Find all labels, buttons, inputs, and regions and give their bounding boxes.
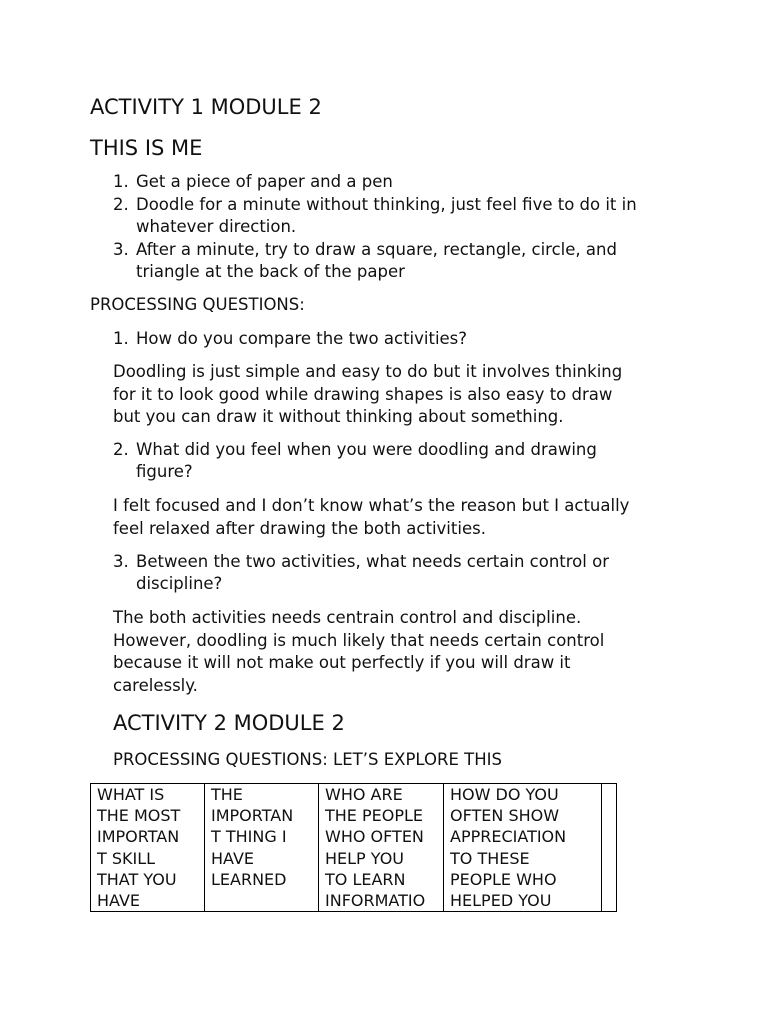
cell-line: HAVE	[211, 848, 255, 868]
question-number: 1.	[113, 329, 129, 348]
cell-line: LEARNED	[211, 869, 287, 889]
cell-line: HAVE	[97, 891, 141, 911]
cell-line: APPRECIATION	[450, 827, 567, 847]
cell-line: HOW DO YOU	[450, 785, 559, 804]
answer-paragraph	[113, 361, 693, 429]
answer-line: carelessly.	[113, 675, 198, 695]
answer-paragraph	[113, 495, 693, 540]
step-text: triangle at the back of the paper	[136, 262, 405, 281]
cell-line: TO LEARN	[325, 869, 406, 889]
step-number: 3.	[113, 240, 129, 259]
cell-line: HELPED YOU	[450, 891, 552, 911]
table-cell	[444, 784, 602, 912]
question-number: 3.	[113, 552, 129, 571]
cell-line: OFTEN SHOW	[450, 806, 560, 826]
table-cell	[91, 784, 205, 912]
cell-line: THE MOST	[97, 806, 181, 826]
cell-line: THAT YOU	[97, 869, 177, 889]
activity2-subheading: PROCESSING QUESTIONS: LET’S EXPLORE THIS	[113, 750, 502, 769]
step-number: 1.	[113, 172, 129, 191]
answer-line: I felt focused and I don’t know what’s the reason but I actually	[113, 496, 630, 515]
answer-paragraph	[113, 607, 693, 697]
answer-line: feel relaxed after drawing the both activities.	[113, 518, 486, 538]
cell-line: T THING I	[211, 827, 287, 847]
question-text: figure?	[136, 462, 193, 481]
activity1-subtitle: THIS IS ME	[90, 136, 203, 160]
table-cell	[319, 784, 444, 912]
table-cell-empty	[602, 784, 617, 912]
cell-line: WHO OFTEN	[325, 827, 424, 847]
answer-line: However, doodling is much likely that needs certain control	[113, 630, 605, 650]
cell-line: IMPORTAN	[97, 827, 180, 847]
question-number: 2.	[113, 440, 129, 459]
processing-table	[90, 783, 617, 912]
table-cell	[205, 784, 319, 912]
answer-line: but you can draw it without thinking about something.	[113, 407, 564, 426]
step-text: Get a piece of paper and a pen	[136, 172, 393, 191]
cell-line: INFORMATIO	[325, 891, 426, 911]
question-text: What did you feel when you were doodling and drawing	[136, 440, 597, 459]
step-number: 2.	[113, 195, 129, 214]
table-row	[91, 784, 617, 912]
answer-line: because it will not make out perfectly if you will draw it	[113, 653, 571, 672]
cell-line: HELP YOU	[325, 848, 404, 868]
answer-line: The both activities needs centrain control and discipline.	[113, 608, 582, 627]
cell-line: T SKILL	[97, 848, 156, 868]
step-text: After a minute, try to draw a square, rectangle, circle, and	[136, 240, 617, 259]
cell-line: WHO ARE	[325, 785, 403, 804]
cell-line: PEOPLE WHO	[450, 869, 557, 889]
question-text: How do you compare the two activities?	[136, 329, 468, 348]
answer-line: Doodling is just simple and easy to do but it involves thinking	[113, 362, 623, 381]
question-text: discipline?	[136, 574, 223, 593]
activity2-title: ACTIVITY 2 MODULE 2	[113, 711, 345, 735]
step-text: Doodle for a minute without thinking, just feel five to do it in	[136, 195, 637, 214]
cell-line: THE	[211, 785, 243, 804]
question-text: Between the two activities, what needs certain control or	[136, 552, 609, 571]
cell-line: THE PEOPLE	[325, 806, 424, 826]
activity1-title: ACTIVITY 1 MODULE 2	[90, 95, 322, 119]
step-text: whatever direction.	[136, 217, 297, 236]
cell-line: WHAT IS	[97, 785, 165, 804]
processing-heading: PROCESSING QUESTIONS:	[90, 295, 305, 314]
cell-line: IMPORTAN	[211, 806, 294, 826]
answer-line: for it to look good while drawing shapes is also easy to draw	[113, 384, 613, 404]
cell-line: TO THESE	[450, 848, 530, 868]
